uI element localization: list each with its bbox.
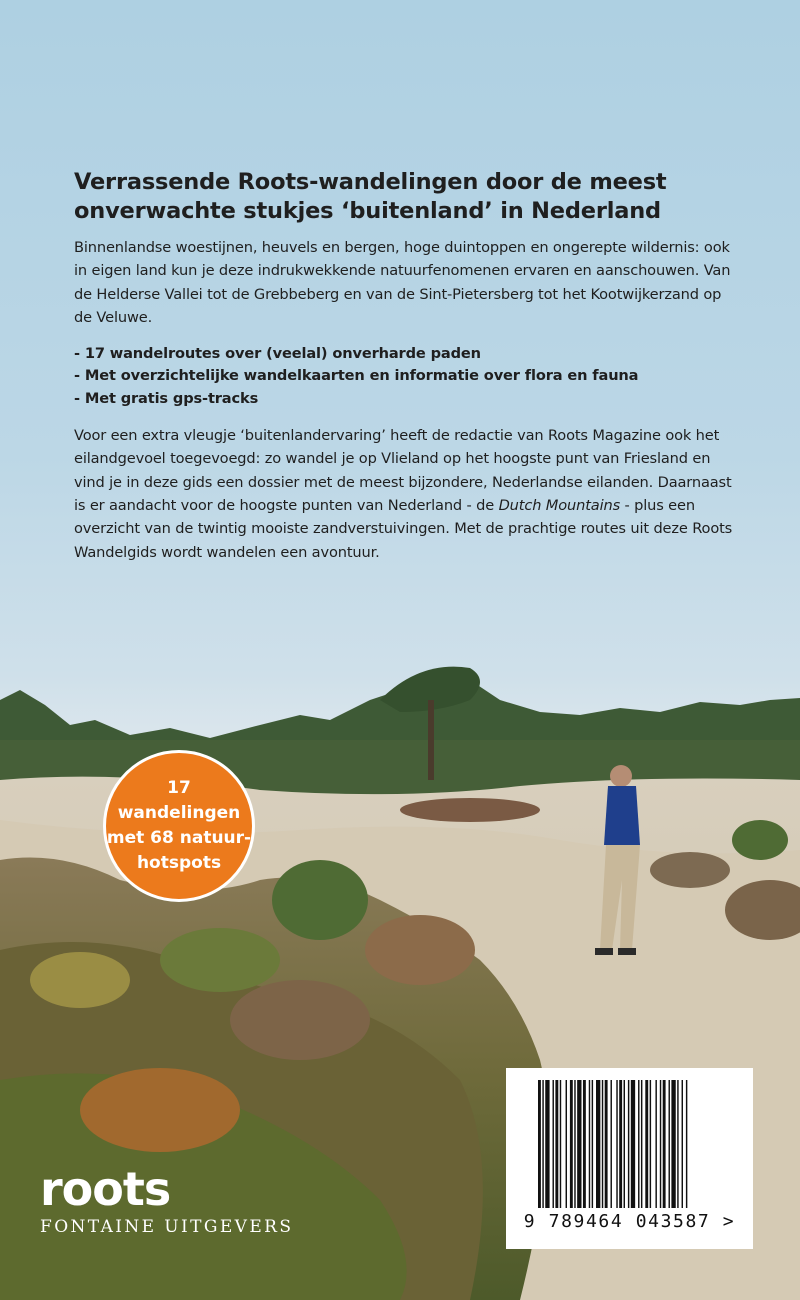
blurb-body-text: Voor een extra vleugje ‘buitenlandervaring’ heeft de redactie van Roots Magazine ook het eilandgevoel toegevoegd: zo wandel je op Vlieland op het hoogste punt van Friesland en vind je in deze gids een dossier met de meest bijzondere, Nederlandse eilanden. Daarnaast is er aandacht voor de hoogste punten van Nederland - de — [74, 427, 732, 514]
feature-item: - Met overzichtelijke wandelkaarten en informatie over flora en fauna — [74, 367, 639, 385]
badge-line: hotspots — [136, 853, 222, 873]
badge-line: wandelingen — [117, 803, 241, 823]
barcode-bar — [577, 1080, 581, 1208]
barcode-bar — [545, 1080, 549, 1208]
blurb-body-emphasis: Dutch Mountains — [498, 496, 621, 514]
barcode-bar — [671, 1080, 675, 1208]
publisher-brand — [40, 1163, 293, 1237]
barcode-bar — [628, 1080, 629, 1208]
isbn-barcode — [506, 1068, 753, 1249]
barcode-bar — [655, 1080, 656, 1208]
barcode-bar — [555, 1080, 558, 1208]
barcode-bar — [631, 1080, 635, 1208]
barcode-bar — [663, 1080, 666, 1208]
blurb-intro: Binnenlandse woestijnen, heuvels en bergen, hoge duintoppen en ongerepte wildernis: ook in eigen land kun je deze indrukwekkende natuurfenomenen ervaren en aanschouwen. Van de Helderse Vallei tot de Grebbeberg en van de Sint-Pietersberg tot het Kootwijkerzand op de Veluwe. — [74, 239, 731, 326]
roots-logo: roots — [40, 1162, 171, 1216]
barcode-bar — [538, 1080, 541, 1208]
blurb-body — [74, 424, 734, 564]
feature-item: - Met gratis gps-tracks — [74, 389, 259, 407]
barcode-bar — [669, 1080, 670, 1208]
blurb-headline: Verrassende Roots-wandelingen door de meest onverwachte stukjes ‘buitenland’ in Nederland — [74, 169, 667, 224]
blurb-body-text-end: - plus een overzicht van de twintig mooiste zandverstuivingen. Met de prachtige routes uit deze Roots Wandelgids wordt wandelen een avontuur. — [74, 496, 733, 561]
barcode-bar — [638, 1080, 639, 1208]
routes-badge — [103, 750, 255, 902]
barcode-bar — [682, 1080, 683, 1208]
barcode-bar — [650, 1080, 651, 1208]
back-cover-blurb — [74, 168, 734, 564]
barcode-bar — [624, 1080, 625, 1208]
barcode-bar — [645, 1080, 648, 1208]
barcode-bar — [677, 1080, 678, 1208]
badge-line: 17 — [167, 778, 191, 798]
barcode-bar — [616, 1080, 617, 1208]
barcode-bar — [570, 1080, 573, 1208]
barcode-bar — [566, 1080, 567, 1208]
barcode-bar — [660, 1080, 661, 1208]
feature-item: - 17 wandelroutes over (veelal) onverharde paden — [74, 345, 481, 363]
barcode-bar — [605, 1080, 608, 1208]
badge-line: met 68 natuur- — [106, 828, 252, 848]
barcode-bar — [583, 1080, 586, 1208]
barcode-bar — [686, 1080, 687, 1208]
barcode-bar — [611, 1080, 612, 1208]
publisher-name: FONTAINE UITGEVERS — [40, 1217, 294, 1237]
barcode-bar — [641, 1080, 642, 1208]
barcode-bar — [602, 1080, 603, 1208]
barcode-bar — [542, 1080, 543, 1208]
barcode-bar — [574, 1080, 575, 1208]
isbn-number: 9 789464 043587 > — [523, 1211, 736, 1232]
barcode-bar — [589, 1080, 590, 1208]
barcode-bar — [619, 1080, 622, 1208]
barcode-bar — [560, 1080, 561, 1208]
barcode-bar — [553, 1080, 554, 1208]
barcode-bar — [596, 1080, 600, 1208]
barcode-bar — [592, 1080, 593, 1208]
feature-list — [74, 343, 734, 410]
